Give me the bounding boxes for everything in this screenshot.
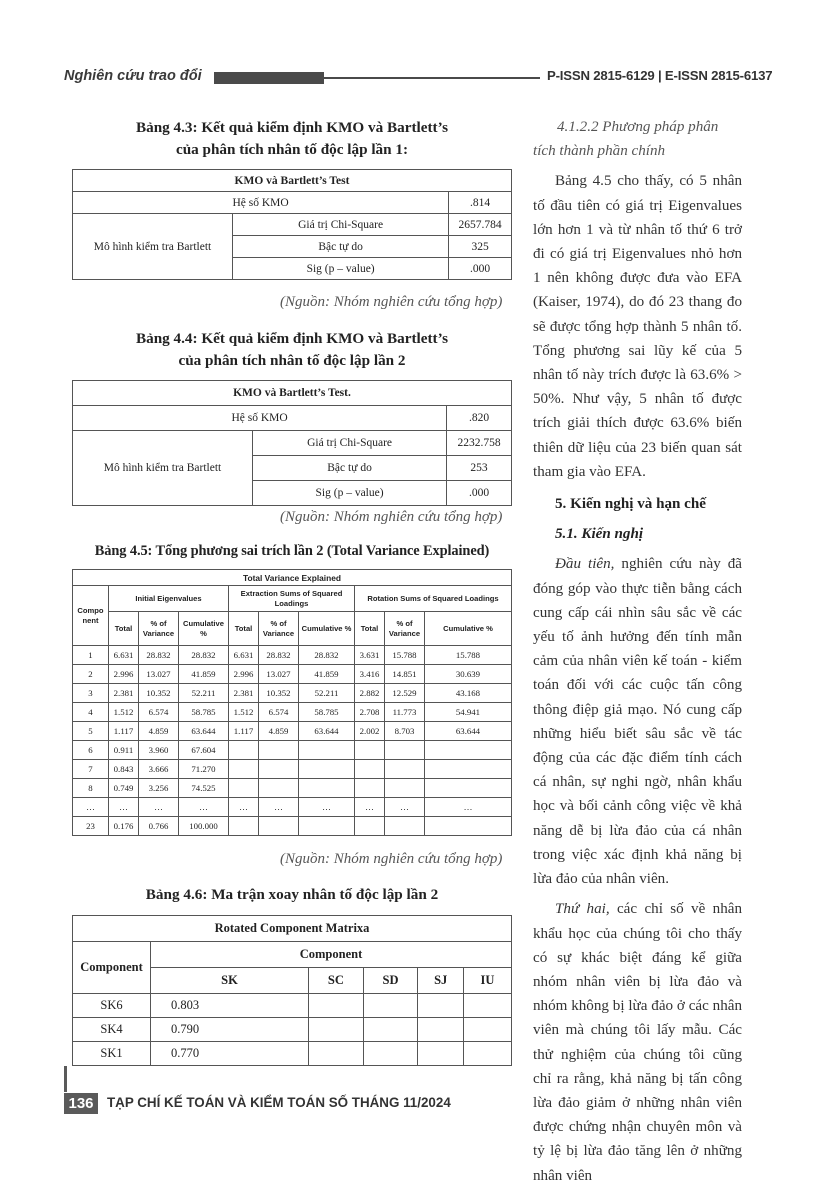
table-cell: SK6 [73,994,151,1018]
table-cell: 6.574 [259,703,299,722]
table-cell [425,760,512,779]
table-cell [355,779,385,798]
table-cell: 2.381 [109,684,139,703]
table-row [73,741,512,760]
table-cell: 43.168 [425,684,512,703]
table-4-3-caption: Bảng 4.3: Kết quả kiểm định KMO và Bartlett’s của phân tích nhân tố độc lập lần 1: [135,119,449,158]
section-heading: 5. Kiến nghị và hạn chế [555,496,706,513]
table-cell: 41.859 [299,665,355,684]
section-label: Nghiên cứu trao đổi [64,68,202,84]
table-cell: 8 [73,779,109,798]
table-cell: 23 [73,817,109,836]
table-cell: 3.960 [139,741,179,760]
table-row [73,684,512,703]
table-cell [425,817,512,836]
table-row [73,779,512,798]
table-cell: 67.604 [179,741,229,760]
table-row [73,798,512,817]
table-cell: 0.803 [151,994,309,1018]
table-cell: 12.529 [385,684,425,703]
table-cell [425,779,512,798]
table-cell [464,1042,512,1066]
paragraph-eigenvalues: Bảng 4.5 cho thấy, có 5 nhân tố đầu tiên có giá trị Eigenvalues lớn hơn 1 và từ nhân tố thứ 6 trở đi có giá trị Eigenvalues nhỏ hơn 1 nên không được đưa vào EFA (Kaiser, 1974), do đó 23 thang đo sẽ được tổng hợp thành 5 nhân tố. Tổng phương sai lũy kế của 5 nhân tố này trích được là 63.6% > 50%. Như vậy, 5 nhân tố được trích giải thích được 63.6% biến thiên dữ liệu của 23 biến quan sát tham gia vào EFA. [533,173,742,480]
table-cell [309,1018,364,1042]
table-cell [259,779,299,798]
table-cell: 41.859 [179,665,229,684]
table-4-4: KMO và Bartlett’s Test. Hệ số KMO .820 Mô hình kiểm tra Bartlett Giá trị Chi-Square 2232.758 Bậc tự do 253 Sig (p – value) .000 [72,380,512,506]
journal-name: TẠP CHÍ KẾ TOÁN VÀ KIỂM TOÁN SỐ THÁNG 11/2024 [107,1095,451,1110]
table-4-4-source: (Nguồn: Nhóm nghiên cứu tổng hợp) [280,509,503,525]
paragraph-second: Thứ hai, các chỉ số về nhân khẩu học của chúng tôi cho thấy có sự khác biệt đáng kể giữa nhóm nhân viên bị lừa đảo và nhóm không bị lừa đảo ở các nhân viên mà chúng tôi lấy mẫu. Các thử nghiệm của chúng tôi cũng chỉ ra rằng, khả năng bị tấn công lừa đảo giảm ở những nhân viên được chứng nhận chuyên môn và tỷ lệ bị lừa đảo tăng lên ở những nhân viên [533,901,742,1184]
table-cell: 28.832 [299,646,355,665]
table-cell [259,741,299,760]
table-4-6-caption: Bảng 4.6: Ma trận xoay nhân tố độc lập lần 2 [145,886,439,903]
table-cell: 52.211 [299,684,355,703]
table-cell [355,741,385,760]
table-cell [363,1042,418,1066]
table-row [73,760,512,779]
table-cell [363,1018,418,1042]
table-cell [299,817,355,836]
table-cell: 4.859 [259,722,299,741]
page-header [0,64,819,90]
table-cell: 2.996 [109,665,139,684]
table-cell: 3 [73,684,109,703]
table-cell: 13.027 [139,665,179,684]
table-cell: 0.790 [151,1018,309,1042]
table-cell: 7 [73,760,109,779]
paragraph-first: Đầu tiên, nghiên cứu này đã đóng góp vào thực tiễn bằng cách cung cấp cái nhìn sâu sắc về các yếu tố ảnh hưởng đến tính mẫn cảm của nhân viên kế toán - kiểm toán đối với các cuộc tấn công thông điệp giả mạo. Nó cung cấp những hiểu biết sâu sắc về tác động của các đặc điểm tính cách cá nhân, sự nghi ngờ, nhân khẩu học và bối cảnh công việc về khả năng dễ bị lừa đảo của cá nhân trong việc xác định khả năng bị lừa đảo của nhân viên. [533,556,742,888]
table-cell: 15.788 [385,646,425,665]
column-header: SK [151,968,309,994]
table-cell: 74.525 [179,779,229,798]
table-cell [418,1042,464,1066]
table-cell: 0.766 [139,817,179,836]
table-cell: … [259,798,299,817]
table-cell [229,779,259,798]
table-cell: 3.416 [355,665,385,684]
table-cell: … [299,798,355,817]
table-cell: 0.911 [109,741,139,760]
table-row [73,1018,512,1042]
table-cell: 1.117 [109,722,139,741]
table-cell: 63.644 [299,722,355,741]
table-cell: 0.176 [109,817,139,836]
table-4-3: KMO và Bartlett’s Test Hệ số KMO .814 Mô hình kiểm tra Bartlett Giá trị Chi-Square 2657.784 Bậc tự do 325 Sig (p – value) .000 [72,169,512,280]
table-cell: 10.352 [259,684,299,703]
column-header: SD [363,968,418,994]
table-row [73,703,512,722]
table-cell: 2.996 [229,665,259,684]
table-cell [259,817,299,836]
table-row [73,817,512,836]
table-cell: 1.117 [229,722,259,741]
table-cell: … [229,798,259,817]
page-number: 136 [64,1093,98,1114]
table-4-4-caption: Bảng 4.4: Kết quả kiểm định KMO và Bartlett’s của phân tích nhân tố độc lập lần 2 [135,330,449,369]
table-row [73,646,512,665]
table-cell [229,817,259,836]
table-cell: … [109,798,139,817]
table-cell: 0.770 [151,1042,309,1066]
table-cell: 1.512 [229,703,259,722]
table-cell: 1.512 [109,703,139,722]
table-cell: 13.027 [259,665,299,684]
table-cell: 3.631 [355,646,385,665]
table-cell [464,994,512,1018]
table-cell: 5 [73,722,109,741]
right-column [533,115,742,1188]
table-cell [355,760,385,779]
table-cell [385,817,425,836]
table-cell: 6.631 [229,646,259,665]
table-cell: 2.002 [355,722,385,741]
table-cell: 63.644 [425,722,512,741]
table-cell: 4 [73,703,109,722]
table-cell: 10.352 [139,684,179,703]
table-row [73,665,512,684]
table-cell [259,760,299,779]
table-cell: 30.639 [425,665,512,684]
header-bar [214,72,324,84]
table-cell [309,994,364,1018]
table-cell: 54.941 [425,703,512,722]
table-cell [299,779,355,798]
table-cell: 14.851 [385,665,425,684]
table-4-5-source: (Nguồn: Nhóm nghiên cứu tổng hợp) [280,851,503,867]
table-cell: 58.785 [179,703,229,722]
table-4-5-caption: Bảng 4.5: Tổng phương sai trích lần 2 (Total Variance Explained) [94,543,490,559]
table-title: KMO và Bartlett’s Test [73,170,512,192]
table-cell: 2.882 [355,684,385,703]
table-cell: 2.381 [229,684,259,703]
footer-rule [64,1066,67,1092]
table-cell: … [385,798,425,817]
table-row [73,1042,512,1066]
column-header: SJ [418,968,464,994]
table-cell: … [73,798,109,817]
table-4-6: Rotated Component Matrixa Component Component SK SC SD SJ IU SK6 0.803 SK4 0.790 SK1 0.770 [72,915,512,1066]
table-cell: 3.666 [139,760,179,779]
table-row [73,722,512,741]
table-row [73,994,512,1018]
table-cell: 6 [73,741,109,760]
table-cell: 71.270 [179,760,229,779]
table-cell: … [425,798,512,817]
table-cell [425,741,512,760]
table-4-5-body [73,646,512,836]
table-cell: 6.574 [139,703,179,722]
table-cell: 0.749 [109,779,139,798]
table-cell: 2.708 [355,703,385,722]
table-cell [385,741,425,760]
table-cell: 11.773 [385,703,425,722]
table-cell: 6.631 [109,646,139,665]
table-cell: 52.211 [179,684,229,703]
table-cell: 8.703 [385,722,425,741]
table-cell: 4.859 [139,722,179,741]
subsection-heading-5-1: 5.1. Kiến nghị [555,526,644,543]
table-cell: 28.832 [179,646,229,665]
table-cell: SK1 [73,1042,151,1066]
table-cell: … [355,798,385,817]
table-cell [229,760,259,779]
table-cell: … [139,798,179,817]
table-cell [299,741,355,760]
table-cell: 28.832 [259,646,299,665]
table-4-5: Total Variance Explained Compo nent Initial Eigenvalues Extraction Sums of Squared Loadings Rotation Sums of Squared Loadings Total % of Variance Cumulative % Total % of Variance Cumulative % Total % of Variance Cumulative % 1 6.631 28.832 28.832 6.631 28.832 28.832 3.631 15.788 15.788 2 2.996 13.027 41.859 2.996 13.027 41.859 3.416 14.851 30.639 3 2.381 10.352 52.211 2.381 10.352 52.211 2.882 12.529 43.168 4 1.512 6.574 58.785 1.512 6.574 58.785 2.708 11.773 54.941 5 1.117 4.859 63.644 1.117 4.859 63.644 2.002 8.703 63.644 6 0.911 3.960 67.604 7 0.843 3.666 71.270 8 0.749 3.256 74.525 … … … … … … … … … … 23 0.176 0.766 100.000 [72,569,512,836]
table-cell [385,779,425,798]
table-cell [464,1018,512,1042]
table-cell: 1 [73,646,109,665]
table-cell: 100.000 [179,817,229,836]
table-cell: SK4 [73,1018,151,1042]
table-cell [418,1018,464,1042]
issn-label: P-ISSN 2815-6129 | E-ISSN 2815-6137 [547,68,773,83]
table-cell [385,760,425,779]
table-cell: 28.832 [139,646,179,665]
table-cell [229,741,259,760]
table-cell [355,817,385,836]
table-cell [418,994,464,1018]
column-header: IU [464,968,512,994]
table-cell [363,994,418,1018]
table-cell: 3.256 [139,779,179,798]
table-cell [309,1042,364,1066]
table-cell: 2 [73,665,109,684]
header-rule [322,77,540,79]
table-cell: 63.644 [179,722,229,741]
table-cell: 15.788 [425,646,512,665]
table-cell [299,760,355,779]
subsection-heading: 4.1.2.2 Phương pháp phân tích thành phần chính [533,119,719,160]
table-cell: 58.785 [299,703,355,722]
table-4-3-source: (Nguồn: Nhóm nghiên cứu tổng hợp) [280,294,503,310]
table-cell: … [179,798,229,817]
table-cell: 0.843 [109,760,139,779]
column-header: SC [309,968,364,994]
table-4-6-body [73,994,512,1066]
